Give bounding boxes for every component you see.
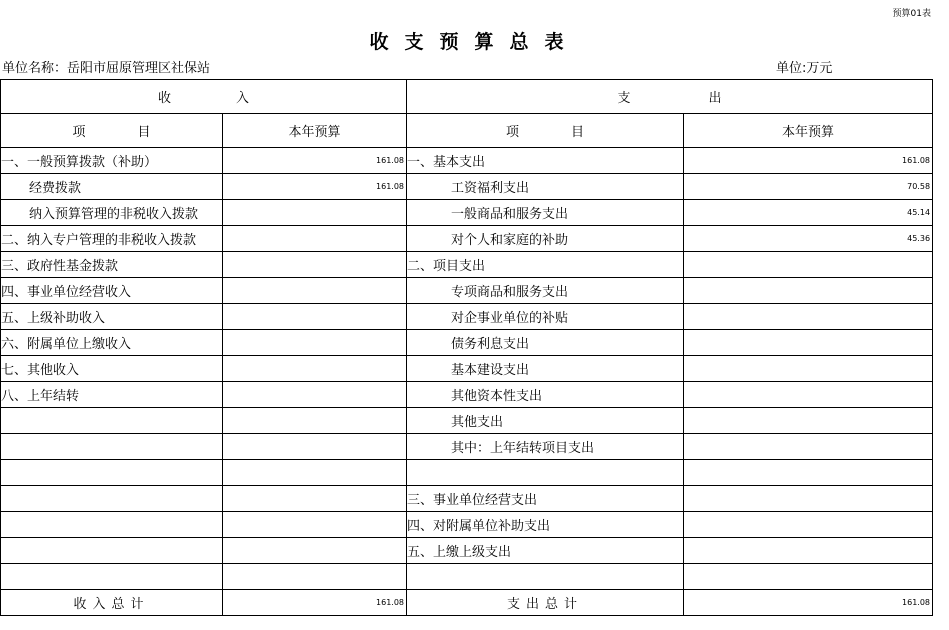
- expense-amount: [684, 564, 933, 590]
- expense-budget-header: 本年预算: [684, 114, 933, 148]
- income-item: 二、纳入专户管理的非税收入拨款: [1, 226, 223, 252]
- income-item: 四、事业单位经营收入: [1, 278, 223, 304]
- income-item: [1, 538, 223, 564]
- income-amount: [223, 304, 407, 330]
- income-item: [1, 408, 223, 434]
- income-item: 三、政府性基金拨款: [1, 252, 223, 278]
- table-row: [1, 382, 933, 408]
- income-amount: [223, 538, 407, 564]
- expense-amount: [684, 304, 933, 330]
- expense-amount: [684, 538, 933, 564]
- expense-amount: [684, 330, 933, 356]
- income-amount: [223, 226, 407, 252]
- income-item-header: 项 目: [1, 114, 223, 148]
- expense-amount: [684, 252, 933, 278]
- expense-amount: 45.14: [684, 200, 933, 226]
- expense-item: 债务利息支出: [407, 330, 684, 356]
- income-amount: [223, 408, 407, 434]
- page-title: 收支预算总表: [369, 31, 580, 53]
- expense-item: 一、基本支出: [407, 148, 684, 174]
- table-row: [1, 252, 933, 278]
- income-item: 六、附属单位上缴收入: [1, 330, 223, 356]
- expense-section-header: 支 出: [407, 80, 933, 114]
- form-code: 预算01表: [892, 9, 931, 19]
- table-row: [1, 304, 933, 330]
- expense-item: [407, 564, 684, 590]
- table-row: [1, 538, 933, 564]
- income-item: 纳入预算管理的非税收入拨款: [1, 200, 223, 226]
- unit-name-label: 单位名称：岳阳市屈原管理区社保站: [2, 61, 211, 76]
- expense-amount: 45.36: [684, 226, 933, 252]
- income-amount: [223, 512, 407, 538]
- income-item: 七、其他收入: [1, 356, 223, 382]
- income-amount: [223, 382, 407, 408]
- table-row: [1, 330, 933, 356]
- income-amount: [223, 434, 407, 460]
- expense-item: 五、上缴上级支出: [407, 538, 684, 564]
- income-amount: [223, 330, 407, 356]
- expense-item: 基本建设支出: [407, 356, 684, 382]
- expense-amount: [684, 382, 933, 408]
- table-row: [1, 564, 933, 590]
- column-header-row: [1, 114, 933, 148]
- expense-amount: [684, 486, 933, 512]
- income-amount: [223, 564, 407, 590]
- income-item: [1, 486, 223, 512]
- unit-label: 单位:万元: [776, 61, 833, 76]
- expense-item: 其中：上年结转项目支出: [407, 434, 684, 460]
- expense-amount: [684, 512, 933, 538]
- income-total-label: 收入总计: [1, 590, 223, 616]
- expense-amount: [684, 408, 933, 434]
- income-amount: [223, 200, 407, 226]
- income-amount: 161.08: [223, 174, 407, 200]
- income-item: 八、上年结转: [1, 382, 223, 408]
- income-amount: 161.08: [223, 148, 407, 174]
- budget-table: [0, 79, 933, 616]
- expense-item: 四、对附属单位补助支出: [407, 512, 684, 538]
- expense-amount: 70.58: [684, 174, 933, 200]
- expense-item: 工资福利支出: [407, 174, 684, 200]
- income-amount: [223, 278, 407, 304]
- table-row: [1, 226, 933, 252]
- expense-item: [407, 460, 684, 486]
- expense-item: 其他支出: [407, 408, 684, 434]
- table-row: [1, 356, 933, 382]
- table-row: [1, 174, 933, 200]
- table-row: [1, 486, 933, 512]
- income-amount: [223, 252, 407, 278]
- section-header-row: [1, 80, 933, 114]
- income-amount: [223, 486, 407, 512]
- expense-amount: [684, 434, 933, 460]
- expense-item: 专项商品和服务支出: [407, 278, 684, 304]
- expense-item: 对企事业单位的补贴: [407, 304, 684, 330]
- expense-item: 其他资本性支出: [407, 382, 684, 408]
- expense-total-amount: 161.08: [684, 590, 933, 616]
- table-row: [1, 200, 933, 226]
- expense-item: 对个人和家庭的补助: [407, 226, 684, 252]
- table-row: [1, 408, 933, 434]
- expense-amount: [684, 278, 933, 304]
- income-amount: [223, 356, 407, 382]
- expense-amount: [684, 356, 933, 382]
- expense-item: 二、项目支出: [407, 252, 684, 278]
- income-total-amount: 161.08: [223, 590, 407, 616]
- expense-amount: [684, 460, 933, 486]
- income-section-header: 收 入: [1, 80, 407, 114]
- total-row: [1, 590, 933, 616]
- expense-item: 一般商品和服务支出: [407, 200, 684, 226]
- table-row: [1, 460, 933, 486]
- table-row: [1, 512, 933, 538]
- expense-item: 三、事业单位经营支出: [407, 486, 684, 512]
- table-row: [1, 278, 933, 304]
- table-row: [1, 148, 933, 174]
- income-item: [1, 512, 223, 538]
- income-item: [1, 434, 223, 460]
- expense-amount: 161.08: [684, 148, 933, 174]
- expense-item-header: 项 目: [407, 114, 684, 148]
- income-item: 五、上级补助收入: [1, 304, 223, 330]
- income-item: 一、一般预算拨款（补助）: [1, 148, 223, 174]
- income-item: [1, 564, 223, 590]
- expense-total-label: 支出总计: [407, 590, 684, 616]
- income-budget-header: 本年预算: [223, 114, 407, 148]
- table-row: [1, 434, 933, 460]
- income-item: [1, 460, 223, 486]
- income-item: 经费拨款: [1, 174, 223, 200]
- income-amount: [223, 460, 407, 486]
